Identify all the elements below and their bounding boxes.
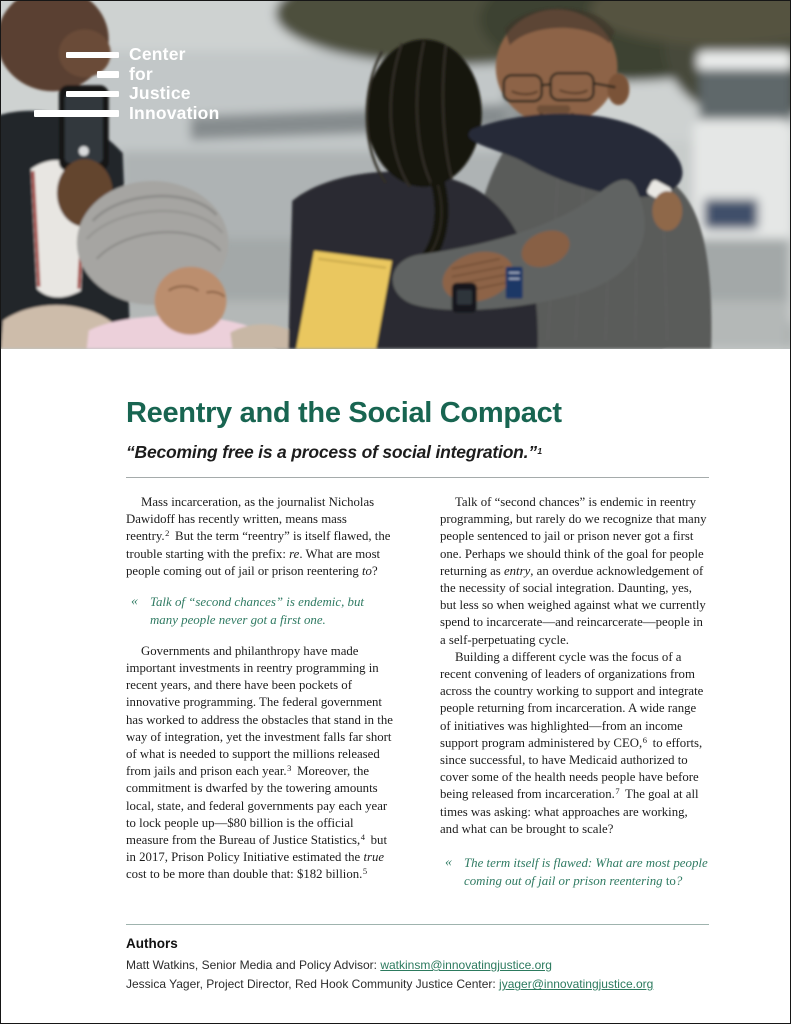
guillemet-icon: « bbox=[445, 855, 452, 871]
logo-bar bbox=[66, 91, 119, 98]
paragraph: Building a different cycle was the focus of a recent convening of leaders of organizations from across the country working to support and integrate people returning from incarceration. A wide range of initiatives was highlighted—from an income support program administered by CEO,$^6$ to efforts, since successful, to have Medicaid authorized to cover some of the health needs people have before being released from incarceration.$^7$ The goal at all times was asking: what approaches are working, and what can be brought to scale? bbox=[440, 649, 704, 836]
logo-bar bbox=[97, 71, 119, 78]
divider bbox=[126, 924, 709, 925]
logo-bar bbox=[66, 52, 119, 59]
authors-section bbox=[126, 924, 709, 995]
paragraph: Mass incarceration, as the journalist Nicholas Dawidoff has recently written, means mass reentry.$^2$ But the term “reentry” is itself flawed, the trouble starting with the prefix: re. What are most people coming out of jail or prison reentering to? bbox=[126, 495, 391, 578]
guillemet-icon: « bbox=[131, 594, 138, 610]
hero-photo bbox=[1, 1, 790, 349]
logo-word: for bbox=[129, 63, 153, 84]
authors-heading: Authors bbox=[126, 935, 178, 951]
pull-quote-text: The term itself is flawed: What are most people coming out of jail or prison reentering to? bbox=[464, 856, 708, 889]
logo-word: Justice bbox=[129, 83, 191, 103]
author-line: Matt Watkins, Senior Media and Policy Advisor: watkinsm@innovatingjustice.org bbox=[126, 957, 552, 972]
email-link[interactable]: jyager@innovatingjustice.org bbox=[499, 977, 654, 992]
article-content bbox=[1, 349, 790, 995]
logo-word: Innovation bbox=[129, 102, 220, 123]
pull-quote bbox=[440, 854, 709, 891]
author-line: Jessica Yager, Project Director, Red Hook Community Justice Center: jyager@innovatingjustice.org bbox=[126, 977, 654, 992]
org-logo bbox=[34, 45, 219, 123]
divider bbox=[126, 477, 709, 478]
pull-quote-text: Talk of “second chances” is endemic, but many people never got a first one. bbox=[150, 595, 364, 628]
suit-label bbox=[506, 267, 523, 299]
paragraph: Talk of “second chances” is endemic in reentry programming, but rarely do we recognize that many people sentenced to jail or prison never got a first one. Perhaps we should think of the goal for people returning as entry, an overdue acknowledgement of the necessity of social integration. Daunting, yes, but less so when weighed against what we currently spend to incarcerate—and reincarcerate—people in a self-perpetuating cycle. bbox=[440, 495, 707, 647]
page-title: Reentry and the Social Compact bbox=[126, 397, 562, 429]
logo-word: Center bbox=[129, 44, 186, 64]
logo-line bbox=[34, 65, 219, 85]
subtitle-quote: “Becoming free is a process of social integration.”$^1$ bbox=[126, 442, 542, 462]
logo-bar bbox=[34, 110, 119, 117]
left-column bbox=[126, 494, 395, 904]
two-column-body bbox=[126, 494, 709, 904]
logo-line bbox=[34, 104, 219, 124]
logo-line bbox=[34, 45, 219, 65]
right-column bbox=[440, 494, 709, 904]
email-link[interactable]: watkinsm@innovatingjustice.org bbox=[380, 957, 552, 972]
paragraph: Governments and philanthropy have made important investments in reentry programming in recent years, and there have been pockets of innovative programming. The federal government has worked to address the obstacles that stand in the way of integration, yet the investment falls far short of what is needed to support the millions released from jails and prison each year.$^3$ Moreover, the commitment is dwarfed by the towering amounts local, state, and federal governments pay each year to lock people up—$80 billion is the official measure from the Bureau of Justice Statistics,$^4$ but in 2017, Prison Policy Initiative estimated the true cost to be more than double that: $182 billion.$^5$ bbox=[126, 643, 393, 882]
pull-quote bbox=[126, 593, 395, 630]
logo-line bbox=[34, 84, 219, 104]
wristwatch-icon bbox=[452, 283, 477, 313]
